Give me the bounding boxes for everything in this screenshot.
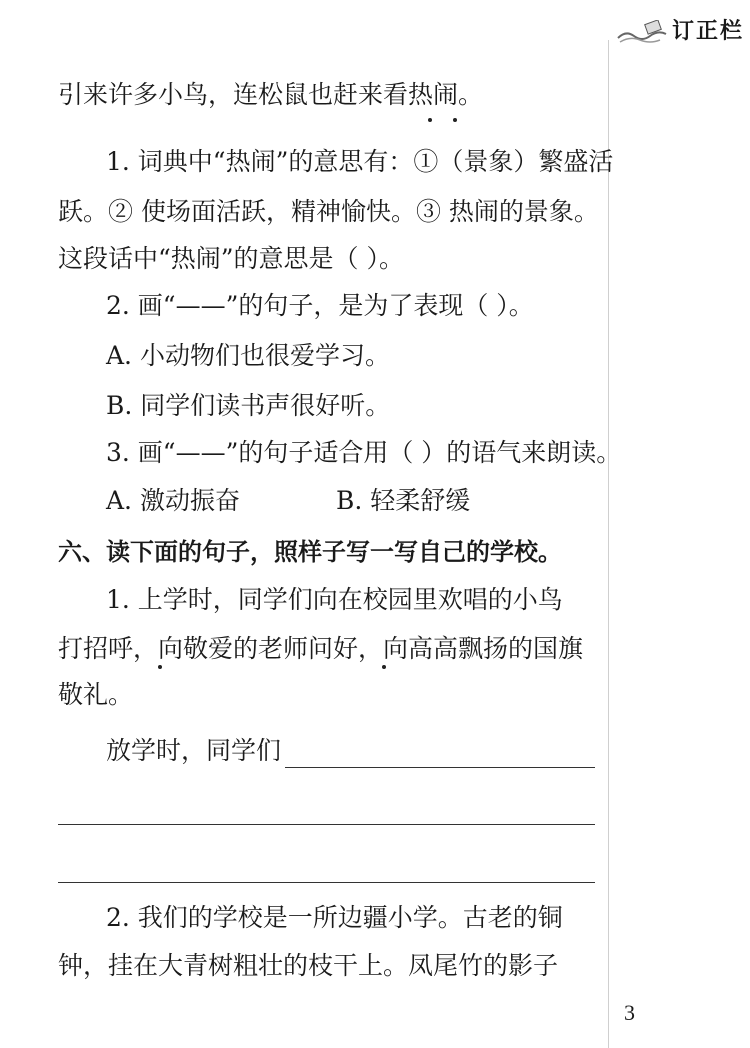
pencil-wave-icon	[616, 20, 672, 44]
question-3-option-b: B. 轻柔舒缓	[336, 486, 471, 515]
passage-line-1: 引来许多小鸟，连松鼠也赶来看热闹。	[58, 80, 484, 109]
question-2-option-a: A. 小动物们也很爱学习。	[106, 341, 390, 370]
example-1-line-1: 1. 上学时，同学们向在校园里欢唱的小鸟	[106, 585, 563, 614]
example-2-line-2: 钟，挂在大青树粗壮的枝干上。凤尾竹的影子	[58, 951, 559, 980]
emphasis-dot	[382, 665, 386, 669]
writing-prompt: 放学时，同学们	[106, 736, 282, 765]
question-1-line-2: 跃。② 使场面活跃，精神愉快。③ 热闹的景象。	[58, 197, 599, 226]
question-1-line-3: 这段话中“热闹”的意思是（ ）。	[58, 244, 405, 273]
example-1-line-2: 打招呼，向敬爱的老师问好，向高高飘扬的国旗	[58, 634, 584, 663]
question-3-option-a: A. 激动振奋	[106, 486, 240, 515]
answer-line-1[interactable]	[285, 767, 595, 768]
question-3: 3. 画“——”的句子适合用（ ）的语气来朗读。	[106, 438, 622, 467]
question-2-option-b: B. 同学们读书声很好听。	[106, 391, 391, 420]
page-number: 3	[624, 1000, 635, 1025]
answer-line-2[interactable]	[58, 824, 595, 825]
correction-column-header	[608, 6, 750, 46]
question-2: 2. 画“——”的句子，是为了表现（ ）。	[106, 291, 534, 320]
emphasis-dot	[453, 118, 457, 122]
emphasis-dot	[158, 665, 162, 669]
margin-divider	[608, 40, 609, 1048]
emphasis-dot	[428, 118, 432, 122]
answer-line-3[interactable]	[58, 882, 595, 883]
example-1-line-3: 敬礼。	[58, 680, 134, 709]
example-2-line-1: 2. 我们的学校是一所边疆小学。古老的铜	[106, 903, 563, 932]
section-6-heading: 六、读下面的句子，照样子写一写自己的学校。	[58, 538, 562, 566]
correction-column-title: 订正栏	[672, 19, 745, 44]
question-1-line-1: 1. 词典中“热闹”的意思有：①（景象）繁盛活	[106, 147, 614, 176]
